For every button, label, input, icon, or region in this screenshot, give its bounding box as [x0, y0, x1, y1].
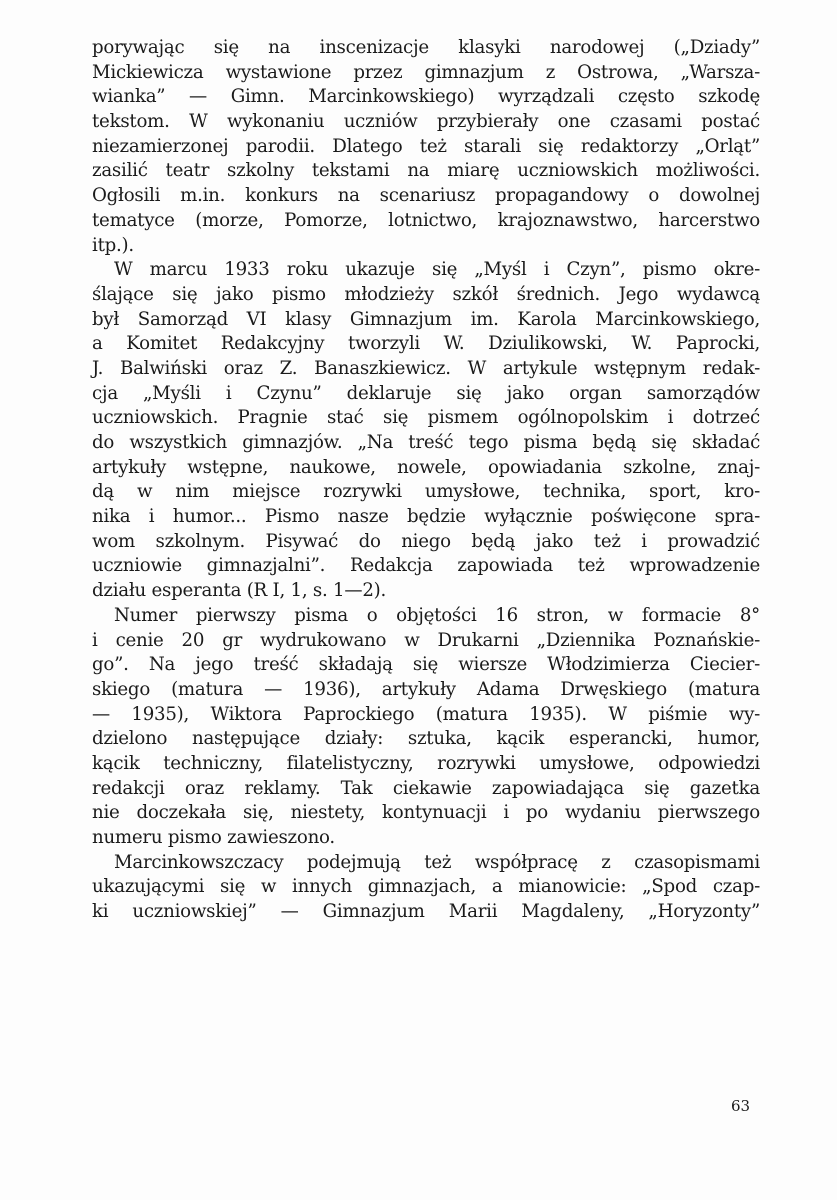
text-line: W marcu 1933 roku ukazuje się „Myśl i Czyn”, pismo okre-: [114, 259, 760, 281]
text-line: ukazującymi się w innych gimnazjach, a mianowicie: „Spod czap-: [92, 876, 760, 898]
text-line: skiego (matura — 1936), artykuły Adama Drwęskiego (matura: [92, 678, 760, 700]
text-line: niezamierzonej parodii. Dlatego też starali się redaktorzy „Orląt”: [92, 135, 760, 157]
text-line: a Komitet Redakcyjny tworzyli W. Dziulikowski, W. Paprocki,: [92, 333, 760, 355]
text-line: redakcji oraz reklamy. Tak ciekawie zapowiadająca się gazetka: [92, 777, 760, 799]
text-line: Marcinkowszczacy podejmują też współpracę z czasopismami: [114, 851, 760, 873]
text-line: cja „Myśli i Czynu” deklaruje się jako organ samorządów: [92, 382, 760, 404]
text-line: działu esperanta (R I, 1, s. 1—2).: [92, 580, 387, 602]
text-line: itp.).: [92, 234, 134, 256]
text-line: go”. Na jego treść składają się wiersze Włodzimierza Ciecier-: [92, 654, 760, 676]
text-line: nie doczekała się, niestety, kontynuacji i po wydaniu pierwszego: [92, 802, 760, 824]
text-line: wianka” — Gimn. Marcinkowskiego) wyrządzali często szkodę: [92, 86, 760, 108]
text-line: uczniowskich. Pragnie stać się pismem ogólnopolskim i dotrzeć: [92, 407, 760, 429]
text-line: ki uczniowskiej” — Gimnazjum Marii Magdaleny, „Horyzonty”: [92, 901, 760, 923]
text-line: numeru pismo zawieszono.: [92, 827, 335, 848]
text-line: porywając się na inscenizacje klasyki narodowej („Dziady”: [92, 37, 760, 58]
text-line: artykuły wstępne, naukowe, nowele, opowiadania szkolne, znaj-: [92, 456, 760, 478]
text-line: był Samorząd VI klasy Gimnazjum im. Karola Marcinkowskiego,: [92, 308, 760, 330]
text-line: ślające się jako pismo młodzieży szkół średnich. Jego wydawcą: [92, 283, 760, 305]
text-line: wom szkolnym. Pisywać do niego będą jako też i prowadzić: [92, 530, 760, 552]
text-line: tekstom. W wykonaniu uczniów przybierały one czasami postać: [92, 111, 760, 133]
text-line: kącik techniczny, filatelistyczny, rozrywki umysłowe, odpowiedzi: [92, 752, 760, 774]
paragraph: [92, 604, 760, 851]
page-body: [92, 36, 760, 925]
text-line: do wszystkich gimnazjów. „Na treść tego pisma będą się składać: [92, 432, 760, 453]
page-number: 63: [731, 1097, 751, 1115]
text-line: — 1935), Wiktora Paprockiego (matura 1935). W piśmie wy-: [92, 703, 760, 725]
text-line: Mickiewicza wystawione przez gimnazjum z Ostrowa, „Warsza-: [92, 61, 760, 83]
text-line: zasilić teatr szkolny tekstami na miarę uczniowskich możliwości.: [92, 160, 760, 182]
text-line: uczniowie gimnazjalni”. Redakcja zapowiada też wprowadzenie: [92, 555, 760, 577]
text-line: tematyce (morze, Pomorze, lotnictwo, krajoznawstwo, harcerstwo: [92, 209, 760, 231]
text-line: dą w nim miejsce rozrywki umysłowe, technika, sport, kro-: [92, 481, 760, 503]
text-line: nika i humor... Pismo nasze będzie wyłącznie poświęcone spra-: [92, 506, 760, 528]
paragraph: [92, 851, 760, 925]
text-line: Numer pierwszy pisma o objętości 16 stron, w formacie 8°: [114, 604, 760, 626]
text-line: J. Balwiński oraz Z. Banaszkiewicz. W artykule wstępnym redak-: [92, 357, 760, 379]
paragraph: [92, 36, 760, 258]
text-line: dzielono następujące działy: sztuka, kącik esperancki, humor,: [92, 728, 760, 750]
text-line: i cenie 20 gr wydrukowano w Drukarni „Dziennika Poznańskie-: [92, 629, 760, 651]
paragraph: [92, 258, 760, 604]
text-line: Ogłosili m.in. konkurs na scenariusz propagandowy o dowolnej: [92, 185, 760, 207]
